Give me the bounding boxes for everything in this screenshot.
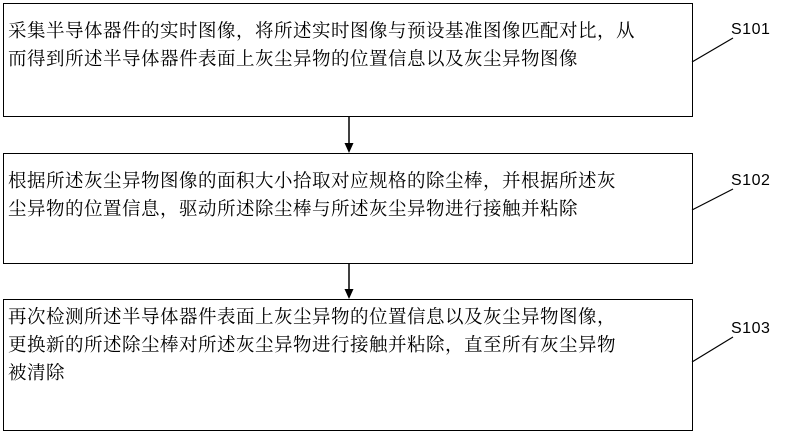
step-box-s102 — [3, 153, 693, 264]
step-text-s101: 采集半导体器件的实时图像，将所述实时图像与预设基准图像匹配对比，从 而得到所述半导体器件表面上灰尘异物的位置信息以及灰尘异物图像 — [8, 21, 636, 70]
flow-arrow-s101-s102 — [345, 117, 354, 153]
leader-line-s103 — [692, 337, 733, 362]
step-box-s103 — [3, 299, 693, 431]
step-text-s102: 根据所述灰尘异物图像的面积大小拾取对应规格的除尘棒，并根据所述灰 尘异物的位置信息，驱动所述除尘棒与所述灰尘异物进行接触并粘除 — [8, 171, 617, 220]
step-label-s103: S103 — [731, 320, 771, 337]
step-label-s101: S101 — [731, 21, 771, 38]
leader-line-s101 — [692, 38, 733, 62]
step-label-s102: S102 — [731, 172, 771, 189]
step-box-s101 — [3, 3, 693, 117]
flow-arrow-s102-s103 — [345, 264, 354, 299]
leader-line-s102 — [692, 189, 733, 210]
step-text-s103: 再次检测所述半导体器件表面上灰尘异物的位置信息以及灰尘异物图像， 更换新的所述除尘棒对所述灰尘异物进行接触并粘除，直至所有灰尘异物 被清除 — [8, 307, 617, 384]
